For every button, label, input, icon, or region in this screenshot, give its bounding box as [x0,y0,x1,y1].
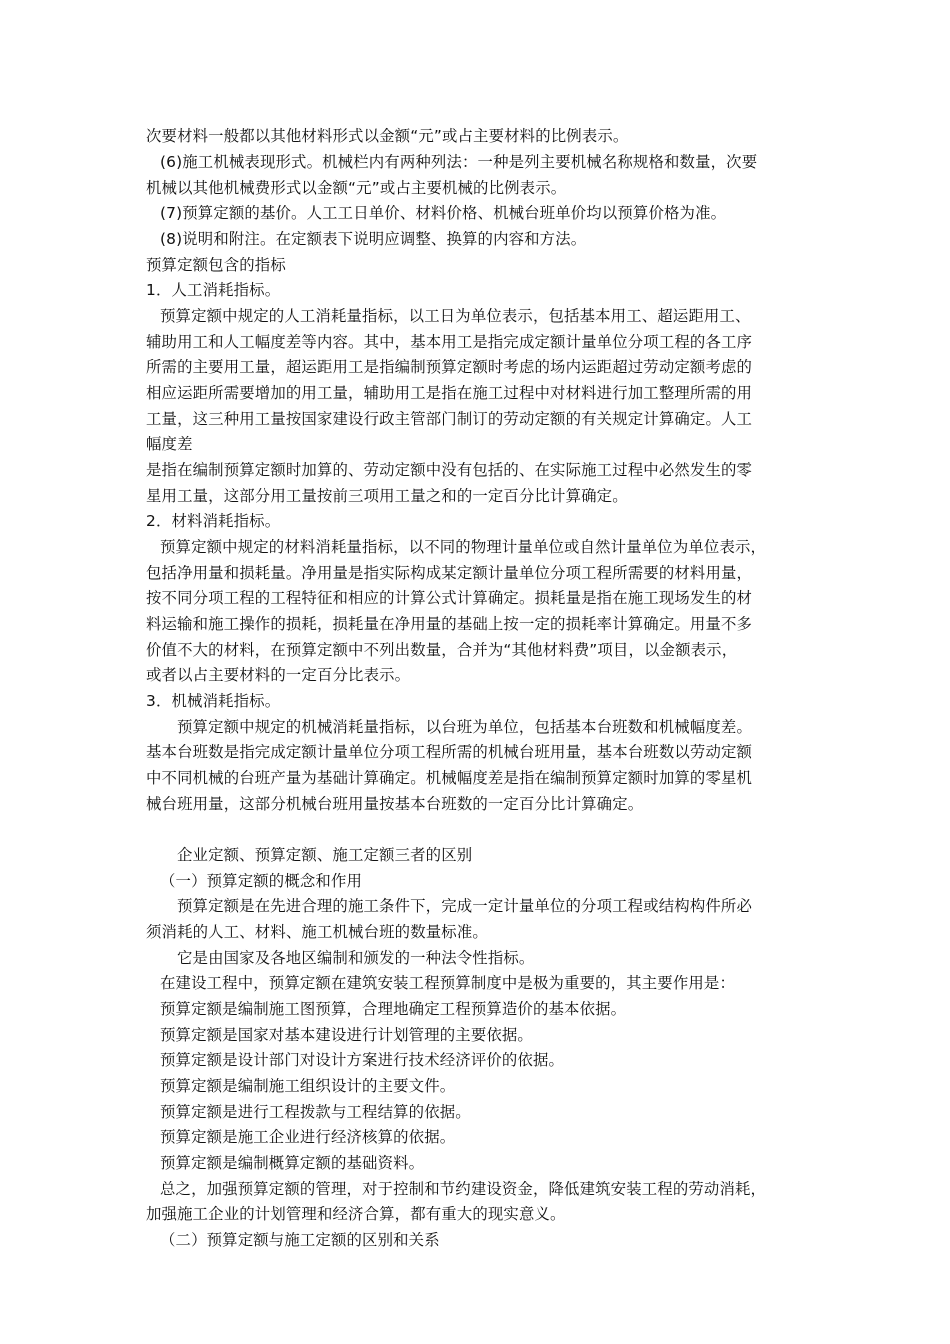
text-line: 相应运距所需要增加的用工量，辅助用工是指在施工过程中对材料进行加工整理所需的用 [146,384,753,402]
text-line: 所需的主要用工量，超运距用工是指编制预算定额时考虑的场内运距超过劳动定额考虑的 [146,358,753,376]
text-line: 辅助用工和人工幅度差等内容。其中，基本用工是指完成定额计量单位分项工程的各工序 [146,333,753,351]
text-line: 幅度差 [146,435,193,453]
text-line: 在建设工程中，预算定额在建筑安装工程预算制度中是极为重要的，其主要作用是： [160,974,736,992]
text-line: (6)施工机械表现形式。机械栏内有两种列法：一种是列主要机械名称规格和数量，次要 [160,153,758,171]
subsection-heading: （二）预算定额与施工定额的区别和关系 [160,1231,440,1249]
list-item: 预算定额是编制施工组织设计的主要文件。 [160,1077,456,1095]
list-item: 预算定额是编制概算定额的基础资料。 [160,1154,425,1172]
text-line: 预算定额中规定的人工消耗量指标，以工日为单位表示，包括基本用工、超运距用工、 [160,307,751,325]
text-line: 3．机械消耗指标。 [146,692,281,710]
text-line: 预算定额中规定的材料消耗量指标，以不同的物理计量单位或自然计量单位为单位表示， [160,538,767,556]
text-line: 须消耗的人工、材料、施工机械台班的数量标准。 [146,923,488,941]
subsection-heading: （一）预算定额的概念和作用 [160,872,363,890]
text-line: 基本台班数是指完成定额计量单位分项工程所需的机械台班用量，基本台班数以劳动定额 [146,743,753,761]
text-line: 械台班用量，这部分机械台班用量按基本台班数的一定百分比计算确定。 [146,795,644,813]
text-line: (7)预算定额的基价。人工工日单价、材料价格、机械台班单价均以预算价格为准。 [160,204,727,222]
section-heading: 预算定额包含的指标 [146,256,286,274]
list-item: 预算定额是设计部门对设计方案进行技术经济评价的依据。 [160,1051,565,1069]
text-line: 次要材料一般都以其他材料形式以金额“元”或占主要材料的比例表示。 [146,127,629,145]
text-line: 或者以占主要材料的一定百分比表示。 [146,666,411,684]
text-line: 1．人工消耗指标。 [146,281,281,299]
text-line: 机械以其他机械费形式以金额“元”或占主要机械的比例表示。 [146,179,567,197]
list-item: 预算定额是进行工程拨款与工程结算的依据。 [160,1103,471,1121]
text-line: 预算定额中规定的机械消耗量指标，以台班为单位，包括基本台班数和机械幅度差。 [177,718,753,736]
text-line: 预算定额是在先进合理的施工条件下，完成一定计量单位的分项工程或结构构件所必 [177,897,753,915]
text-line: 包括净用量和损耗量。净用量是指实际构成某定额计量单位分项工程所需要的材料用量， [146,564,753,582]
text-line: 中不同机械的台班产量为基础计算确定。机械幅度差是指在编制预算定额时加算的零星机 [146,769,753,787]
text-line: 价值不大的材料，在预算定额中不列出数量，合并为“其他材料费”项目，以金额表示， [146,641,738,659]
list-item: 预算定额是施工企业进行经济核算的依据。 [160,1128,456,1146]
section-heading: 企业定额、预算定额、施工定额三者的区别 [177,846,473,864]
text-line: 工量，这三种用工量按国家建设行政主管部门制订的劳动定额的有关规定计算确定。人工 [146,410,753,428]
text-line: (8)说明和附注。在定额表下说明应调整、换算的内容和方法。 [160,230,587,248]
text-line: 总之，加强预算定额的管理，对于控制和节约建设资金，降低建筑安装工程的劳动消耗， [160,1180,767,1198]
list-item: 预算定额是国家对基本建设进行计划管理的主要依据。 [160,1026,533,1044]
text-line: 料运输和施工操作的损耗，损耗量在净用量的基础上按一定的损耗率计算确定。用量不多 [146,615,753,633]
text-line: 加强施工企业的计划管理和经济合算，都有重大的现实意义。 [146,1205,566,1223]
text-line: 按不同分项工程的工程特征和相应的计算公式计算确定。损耗量是指在施工现场发生的材 [146,589,753,607]
text-line: 2．材料消耗指标。 [146,512,281,530]
list-item: 预算定额是编制施工图预算，合理地确定工程预算造价的基本依据。 [160,1000,627,1018]
text-line: 它是由国家及各地区编制和颁发的一种法令性指标。 [177,949,535,967]
text-line: 星用工量，这部分用工量按前三项用工量之和的一定百分比计算确定。 [146,487,628,505]
text-line: 是指在编制预算定额时加算的、劳动定额中没有包括的、在实际施工过程中必然发生的零 [146,461,753,479]
